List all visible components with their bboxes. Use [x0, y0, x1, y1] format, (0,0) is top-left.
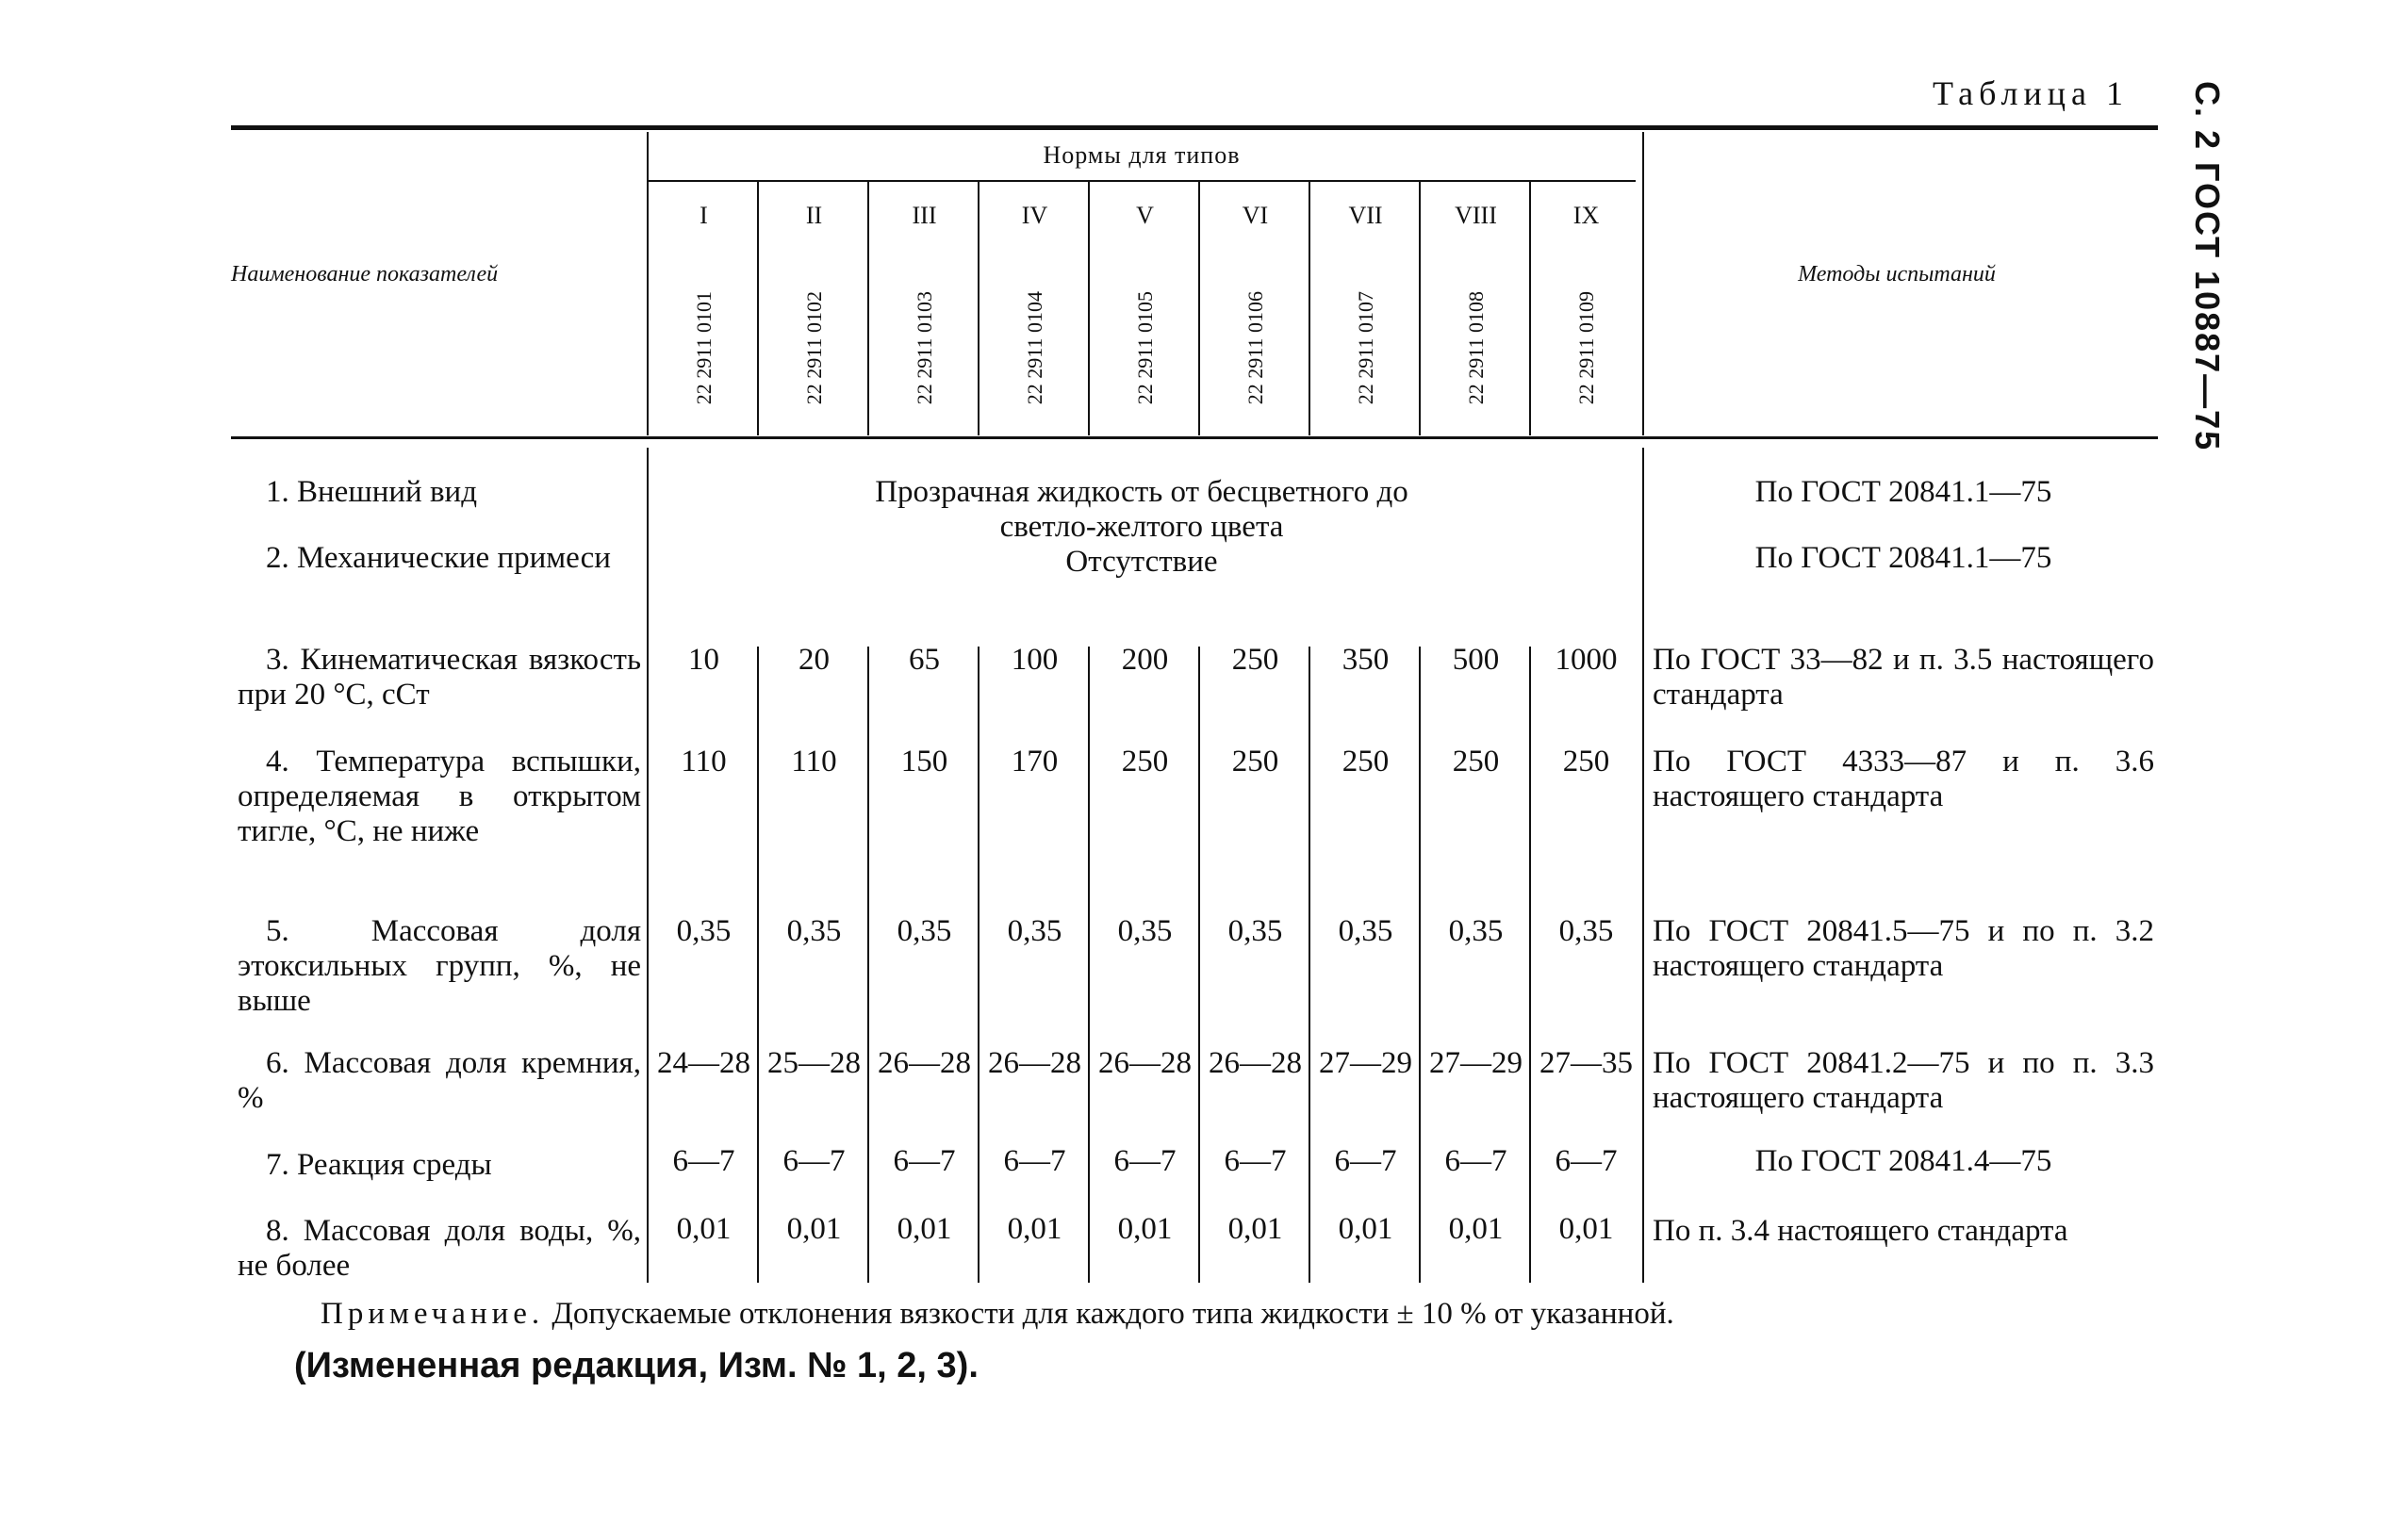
row-name-text: 1. Внешний вид	[266, 475, 477, 509]
type-code-text: 22 2911 0109	[1573, 290, 1598, 405]
row-method-flash-point: По ГОСТ 4333—87 и п. 3.6 настоящего стандарта	[1653, 745, 2154, 813]
row-name-text: 8. Массовая доля воды, %, не более	[238, 1214, 641, 1283]
type-code	[759, 268, 869, 428]
body-divider	[1198, 647, 1200, 1283]
type-code-text: 22 2911 0105	[1132, 290, 1157, 405]
type-roman: III	[912, 202, 937, 229]
type-roman: II	[805, 202, 823, 229]
row-value-cell: 26—28	[878, 1046, 971, 1080]
row-name-flash-point	[238, 745, 641, 849]
row-value-cell: 0,35	[1007, 914, 1062, 948]
row-value-impurities: Отсутствие	[1065, 545, 1218, 579]
side-header: С. 2 ГОСТ 10887—75	[2188, 81, 2227, 452]
row-name-appearance	[238, 475, 641, 510]
row-value-cell: 110	[681, 745, 727, 778]
header-bottom-rule	[231, 436, 2158, 439]
type-code	[1531, 268, 1641, 428]
row-name-text: 5. Массовая доля этоксильных групп, %, не выше	[238, 914, 641, 1018]
type-code	[1200, 268, 1310, 428]
row-value-cell: 27—29	[1319, 1046, 1412, 1080]
row-name-viscosity	[238, 643, 641, 713]
row-value-cell: 20	[798, 643, 830, 677]
row-method-impurities: По ГОСТ 20841.1—75	[1754, 541, 2052, 575]
row-value-cell: 27—35	[1539, 1046, 1633, 1080]
row-value-cell: 65	[909, 643, 940, 677]
row-value-cell: 6—7	[1444, 1144, 1507, 1178]
row-method-ethoxyl: По ГОСТ 20841.5—75 и по п. 3.2 настоящего стандарта	[1653, 914, 2154, 983]
row-value-cell: 250	[1452, 745, 1500, 778]
row-value-cell: 6—7	[893, 1144, 956, 1178]
type-roman: IV	[1021, 202, 1048, 229]
row-value-cell: 250	[1231, 643, 1279, 677]
row-name-silicon	[238, 1046, 641, 1116]
type-code-text: 22 2911 0108	[1463, 290, 1488, 405]
row-value-cell: 0,01	[1117, 1212, 1173, 1246]
type-roman: V	[1136, 202, 1154, 229]
row-value-cell: 0,01	[1558, 1212, 1614, 1246]
type-code-text: 22 2911 0106	[1243, 290, 1267, 405]
norms-header-rule	[648, 180, 1636, 182]
row-method-viscosity: По ГОСТ 33—82 и п. 3.5 настоящего стандарта	[1653, 643, 2154, 712]
row-value-cell: 110	[791, 745, 837, 778]
row-name-ethoxyl	[238, 914, 641, 1019]
revision-note: (Измененная редакция, Изм. № 1, 2, 3).	[294, 1346, 979, 1385]
note-text: Допускаемые отклонения вязкости для каждого типа жидкости ± 10 % от указанной.	[551, 1297, 1674, 1331]
body-divider	[757, 647, 759, 1283]
row-value-cell: 1000	[1555, 643, 1618, 677]
table-note	[321, 1297, 1674, 1332]
row-name-text: 7. Реакция среды	[266, 1148, 492, 1182]
row-value-cell: 6—7	[782, 1144, 846, 1178]
type-code-text: 22 2911 0107	[1353, 290, 1377, 405]
row-name-text: 4. Температура вспышки, определяемая в открытом тигле, °С, не ниже	[238, 745, 641, 848]
row-method-reaction: По ГОСТ 20841.4—75	[1754, 1144, 2052, 1178]
row-value-cell: 6—7	[1334, 1144, 1397, 1178]
note-label: Примечание.	[321, 1297, 545, 1331]
row-value-cell: 250	[1231, 745, 1279, 778]
row-value-cell: 24—28	[657, 1046, 750, 1080]
row-value-cell: 0,01	[1338, 1212, 1393, 1246]
row-value-cell: 27—29	[1429, 1046, 1523, 1080]
row-value-cell: 0,01	[786, 1212, 842, 1246]
row-value-cell: 0,35	[1448, 914, 1504, 948]
row-value-cell: 6—7	[1003, 1144, 1066, 1178]
row-value-cell: 6—7	[672, 1144, 735, 1178]
row-value-cell: 10	[688, 643, 719, 677]
table-caption: Таблица 1	[1933, 74, 2129, 112]
type-code-text: 22 2911 0101	[691, 290, 716, 405]
table-top-rule	[231, 125, 2158, 130]
type-roman: I	[700, 202, 708, 229]
row-value-cell: 0,35	[676, 914, 732, 948]
type-code	[979, 268, 1090, 428]
type-roman: VI	[1242, 202, 1269, 229]
body-divider	[1529, 647, 1531, 1283]
row-value-cell: 6—7	[1555, 1144, 1618, 1178]
body-divider	[1309, 647, 1310, 1283]
row-value-cell: 100	[1011, 643, 1059, 677]
type-code	[1421, 268, 1531, 428]
type-roman: VII	[1348, 202, 1383, 229]
row-value-cell: 350	[1342, 643, 1390, 677]
row-value-cell: 26—28	[1098, 1046, 1192, 1080]
row-value-cell: 250	[1121, 745, 1169, 778]
row-name-text: 3. Кинематическая вязкость при 20 °С, сСт	[238, 643, 641, 712]
row-value-cell: 0,35	[1227, 914, 1283, 948]
row-value-cell: 500	[1452, 643, 1500, 677]
row-value-cell: 6—7	[1113, 1144, 1177, 1178]
row-value-cell: 0,35	[1558, 914, 1614, 948]
type-code-text: 22 2911 0103	[912, 290, 936, 405]
row-name-impurities	[238, 541, 641, 576]
row-value-cell: 250	[1342, 745, 1390, 778]
row-value-cell: 0,35	[1117, 914, 1173, 948]
column-header-methods: Методы испытаний	[1798, 262, 1996, 287]
type-code	[649, 268, 759, 428]
row-value-cell: 0,01	[1227, 1212, 1283, 1246]
column-header-name: Наименование показателей	[231, 262, 499, 287]
body-divider	[1419, 647, 1421, 1283]
row-name-reaction	[238, 1148, 641, 1183]
type-code-text: 22 2911 0102	[801, 290, 826, 405]
row-value-cell: 0,35	[786, 914, 842, 948]
row-value-cell: 170	[1011, 745, 1059, 778]
row-value-cell: 250	[1562, 745, 1610, 778]
body-divider	[867, 647, 869, 1283]
row-name-water	[238, 1214, 641, 1284]
row-value-cell: 0,01	[897, 1212, 952, 1246]
row-value-cell: 0,01	[676, 1212, 732, 1246]
row-value-cell: 0,35	[897, 914, 952, 948]
type-roman: IX	[1572, 202, 1600, 229]
row-value-cell: 26—28	[988, 1046, 1081, 1080]
row-value-cell: 25—28	[767, 1046, 861, 1080]
column-header-norms: Нормы для типов	[1043, 141, 1241, 169]
row-value-cell: 0,01	[1448, 1212, 1504, 1246]
body-divider	[1088, 647, 1090, 1283]
type-code	[1090, 268, 1200, 428]
type-code	[1310, 268, 1421, 428]
row-method-water: По п. 3.4 настоящего стандарта	[1653, 1214, 2068, 1248]
row-value-cell: 26—28	[1209, 1046, 1302, 1080]
row-value-cell: 150	[900, 745, 948, 778]
row-value-appearance: Прозрачная жидкость от бесцветного до светло-желтого цвета	[875, 475, 1408, 544]
row-value-cell: 0,35	[1338, 914, 1393, 948]
body-divider	[978, 647, 979, 1283]
row-value-cell: 200	[1121, 643, 1169, 677]
row-value-cell: 0,01	[1007, 1212, 1062, 1246]
type-roman: VIII	[1455, 202, 1497, 229]
type-code	[869, 268, 979, 428]
row-value-cell: 6—7	[1224, 1144, 1287, 1178]
body-divider	[1642, 448, 1644, 1283]
row-method-silicon: По ГОСТ 20841.2—75 и по п. 3.3 настоящего стандарта	[1653, 1046, 2154, 1115]
row-method-appearance: По ГОСТ 20841.1—75	[1754, 475, 2052, 509]
type-code-text: 22 2911 0104	[1022, 290, 1046, 405]
row-name-text: 6. Массовая доля кремния, %	[238, 1046, 641, 1115]
row-name-text: 2. Механические примеси	[266, 541, 611, 575]
